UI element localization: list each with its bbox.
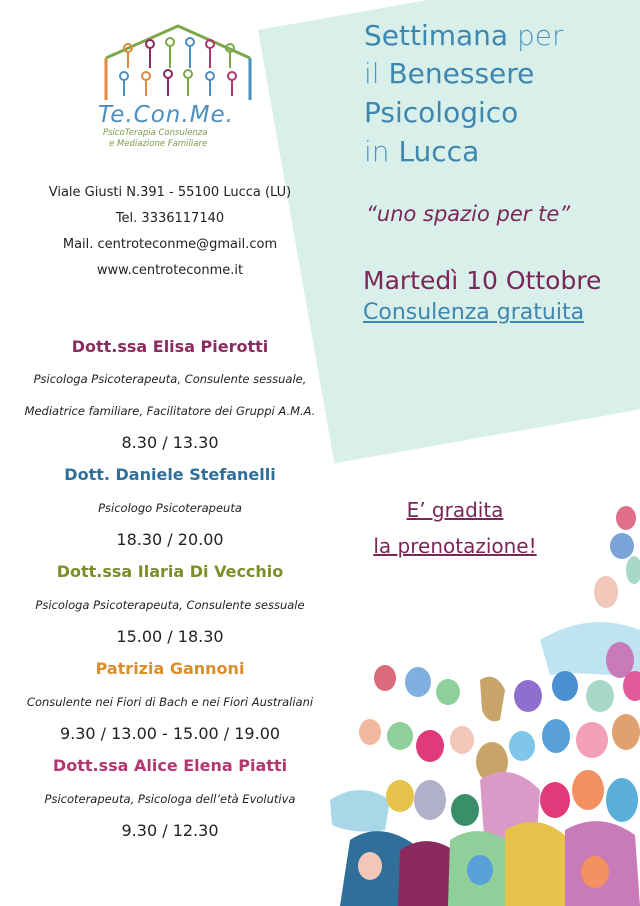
headline-line-3: Psicologico (364, 96, 519, 129)
crowd-illustration (330, 500, 640, 906)
professional-role: Mediatrice familiare, Facilitatore dei Gruppi A.M.A. (24, 404, 316, 418)
professional-hours: 9.30 / 12.30 (121, 821, 219, 840)
professional-role: Psicologa Psicoterapeuta, Consulente sessuale (35, 598, 305, 612)
logo-subtitle-line2: e Mediazione Familiare (109, 139, 208, 149)
professional-name: Dott. Daniele Stefanelli (64, 465, 276, 484)
professional-hours: 15.00 / 18.30 (116, 627, 224, 646)
contact-website: www.centroteconme.it (96, 263, 244, 278)
headline-line-2: il Benessere (364, 57, 535, 90)
professional-role: Consulente nei Fiori di Bach e nei Fiori Australiani (26, 695, 314, 709)
professional-role: Psicologa Psicoterapeuta, Consulente sessuale, (33, 372, 307, 386)
headline-line-1: Settimana per (364, 19, 564, 52)
contact-email: Mail. centroteconme@gmail.com (62, 237, 278, 252)
professional-name: Patrizia Gannoni (95, 659, 245, 678)
professional-role: Psicologo Psicoterapeuta (98, 501, 242, 515)
professional-name: Dott.ssa Elisa Pierotti (71, 337, 269, 356)
professional-name: Dott.ssa Ilaria Di Vecchio (56, 562, 284, 581)
logo-subtitle-line1: PsicoTerapia Consulenza (103, 128, 208, 138)
booking-line-1: E’ gradita (406, 498, 504, 522)
professional-hours: 9.30 / 13.00 - 15.00 / 19.00 (59, 724, 281, 743)
logo-wordmark: Te.Con.Me. (98, 102, 234, 128)
professional-name: Dott.ssa Alice Elena Piatti (52, 756, 288, 775)
tagline-quote: “uno spazio per te” (366, 202, 571, 226)
free-consultation-link[interactable]: Consulenza gratuita (363, 300, 585, 325)
contact-address: Viale Giusti N.391 - 55100 Lucca (LU) (48, 185, 292, 200)
event-date: Martedì 10 Ottobre (363, 266, 602, 295)
professional-hours: 18.30 / 20.00 (116, 530, 224, 549)
professional-role: Psicoterapeuta, Psicologa dell’età Evolutiva (44, 792, 296, 806)
professional-hours: 8.30 / 13.30 (121, 433, 219, 452)
booking-line-2: la prenotazione! (373, 534, 537, 558)
contact-phone: Tel. 3336117140 (115, 211, 225, 226)
logo-subtitle (103, 128, 208, 150)
headline-line-4: in Lucca (364, 135, 480, 168)
